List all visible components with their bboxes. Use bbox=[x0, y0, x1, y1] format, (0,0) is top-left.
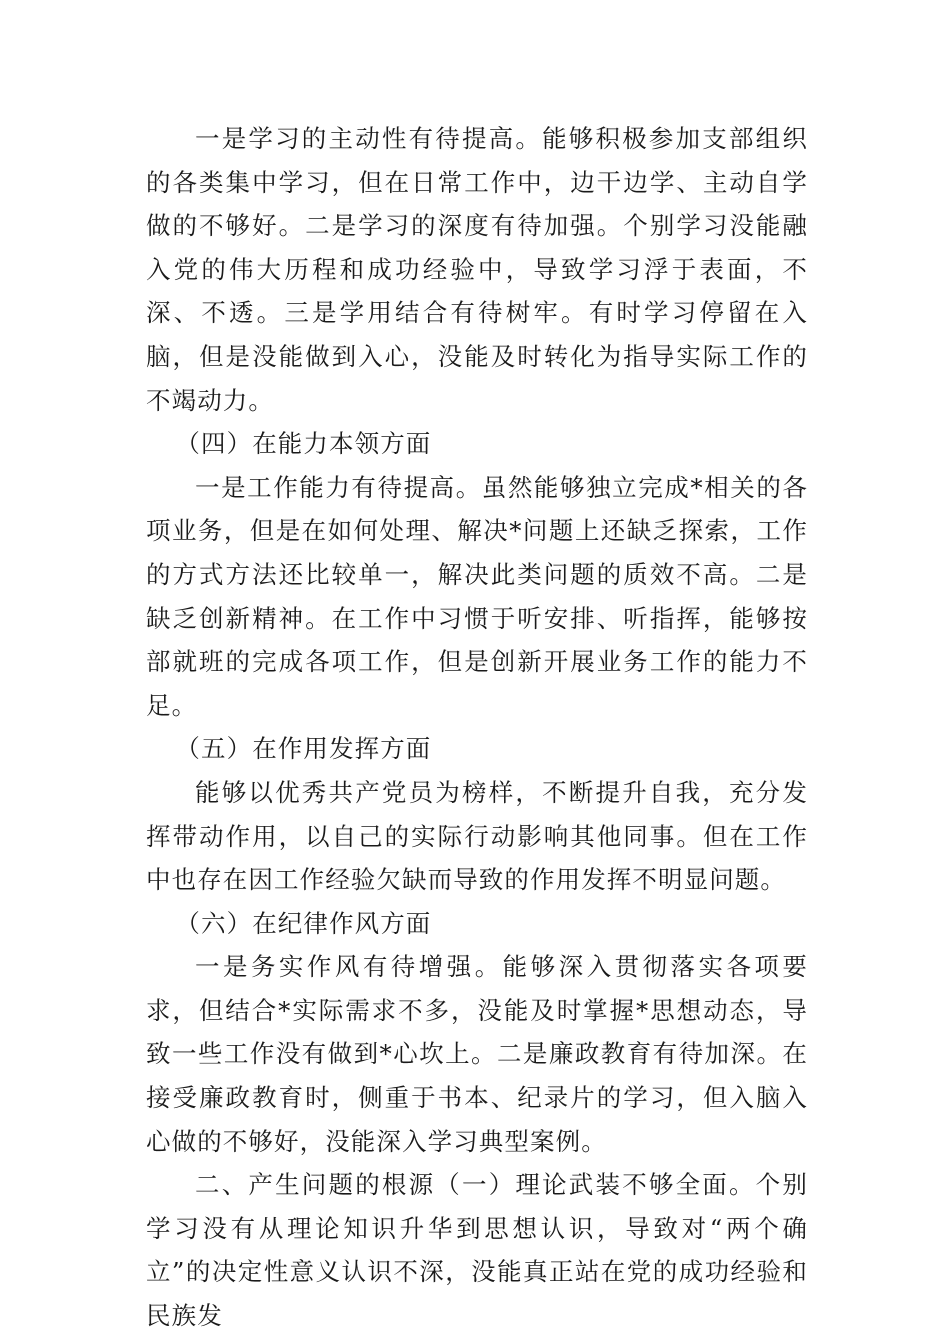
paragraph-discipline: 一是务实作风有待增强。能够深入贯彻落实各项要求，但结合*实际需求不多，没能及时掌握*思想动态，导致一些工作没有做到*心坎上。二是廉政教育有待加深。在接受廉政教育时，侧重于书本、纪录片的学习，但入脑入心做的不够好，没能深入学习典型案例。 bbox=[146, 952, 808, 1156]
paragraph-role: 能够以优秀共产党员为榜样，不断提升自我，充分发挥带动作用，以自己的实际行动影响其他同事。但在工作中也存在因工作经验欠缺而导致的作用发挥不明显问题。 bbox=[146, 777, 808, 895]
section-heading-ability: （四）在能力本领方面 bbox=[175, 429, 432, 459]
paragraph-ability: 一是工作能力有待提高。虽然能够独立完成*相关的各项业务，但是在如何处理、解决*问题上还缺乏探索，工作的方式方法还比较单一，解决此类问题的质效不高。二是缺乏创新精神。在工作中习惯于听安排、听指挥，能够按部就班的完成各项工作，但是创新开展业务工作的能力不足。 bbox=[146, 472, 808, 720]
section-heading-role: （五）在作用发挥方面 bbox=[175, 734, 432, 764]
paragraph-study: 一是学习的主动性有待提高。能够积极参加支部组织的各类集中学习，但在日常工作中，边干边学、主动自学做的不够好。二是学习的深度有待加强。个别学习没能融入党的伟大历程和成功经验中，导致学习浮于表面，不深、不透。三是学用结合有待树牢。有时学习停留在入脑，但是没能做到入心，没能及时转化为指导实际工作的不竭动力。 bbox=[146, 124, 808, 415]
document-body bbox=[146, 117, 808, 1338]
section-heading-discipline: （六）在纪律作风方面 bbox=[175, 908, 432, 938]
paragraph-root-causes: 二、产生问题的根源（一）理论武装不够全面。个别学习没有从理论知识升华到思想认识，导致对“两个确立”的决定性意义认识不深，没能真正站在党的成功经验和民族发 bbox=[146, 1170, 808, 1331]
